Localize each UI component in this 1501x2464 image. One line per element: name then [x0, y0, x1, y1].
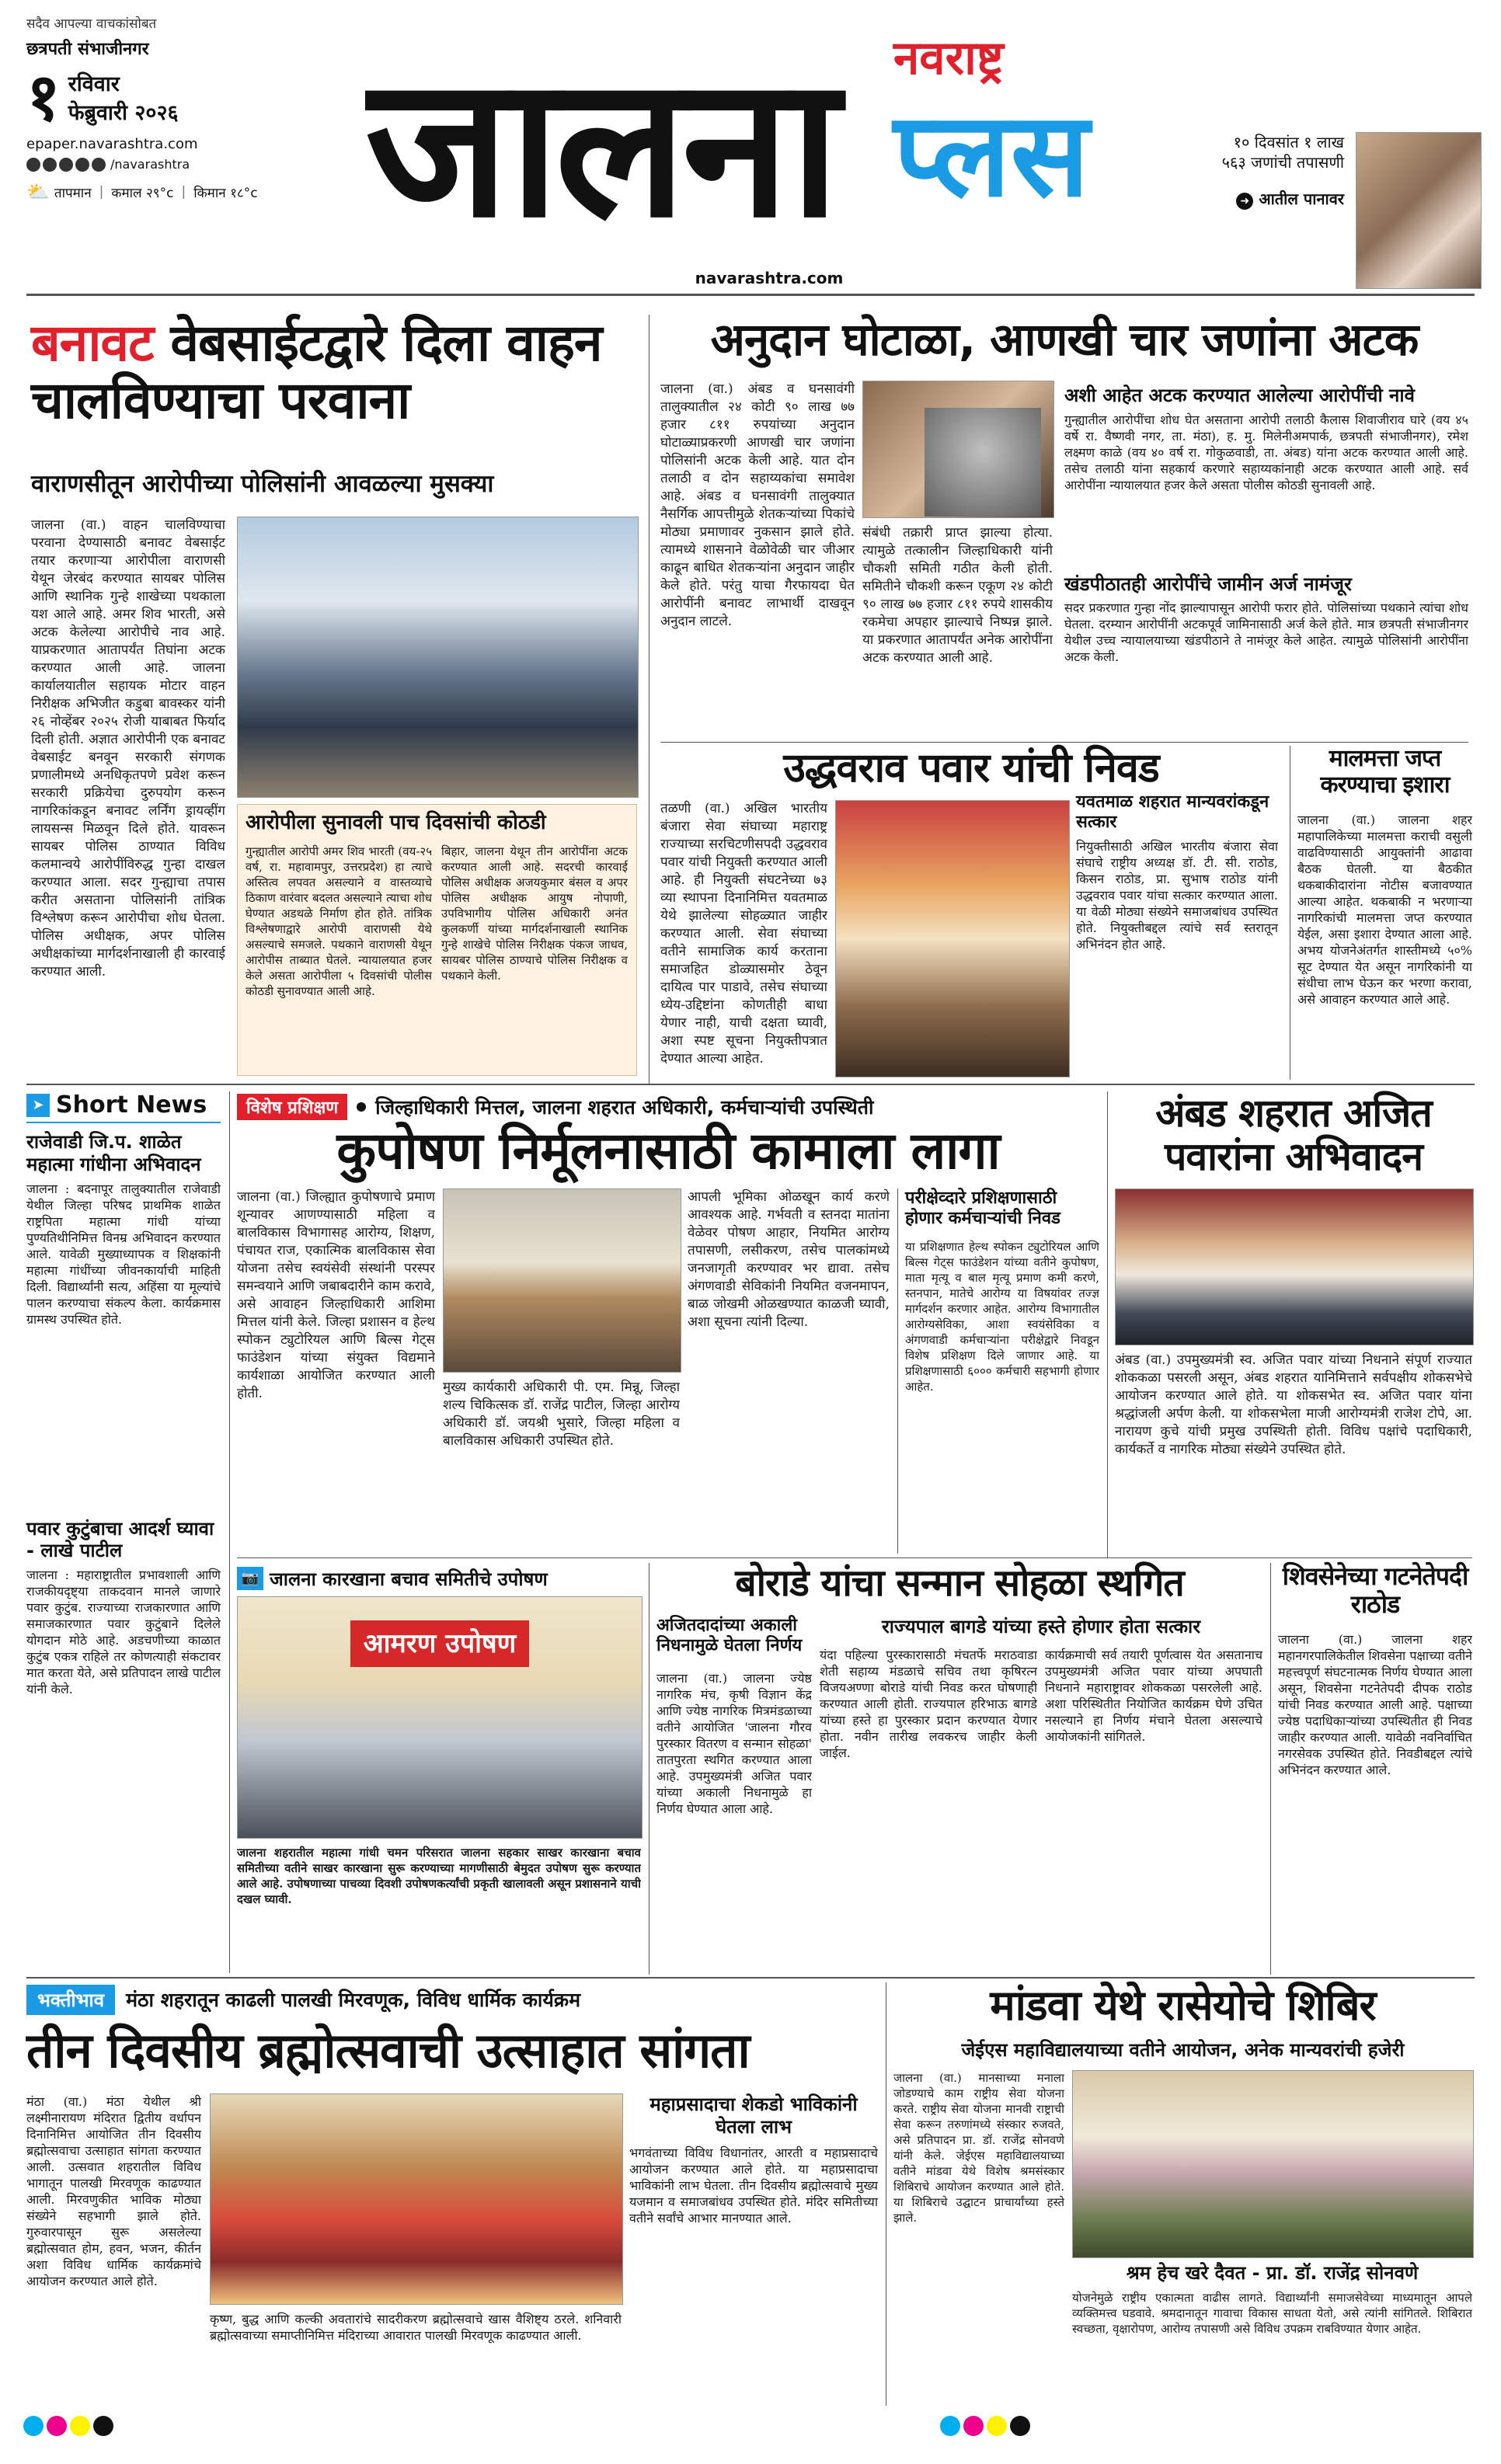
brand-bottom: प्लस	[893, 88, 1090, 223]
temp-label: तापमान	[54, 185, 92, 201]
story11-kicker: मंठा शहरातून काढली पालखी मिरवणूक, विविध धार्मिक कार्यक्रम	[126, 1989, 581, 2011]
youtube-icon[interactable]	[75, 158, 89, 172]
masthead-title: जालना	[365, 34, 836, 260]
story3-photo	[835, 800, 1070, 1077]
story11-body1: मंठा (वा.) मंठा येथील श्री लक्ष्मीनारायण मंदिरात द्वितीय वर्धापन दिनानिमित्त आयोजित तीन दिवसीय ब्रह्मोत्सवाचा उत्साहात सांगता करण्यात आली. उत्सवात शहरातील विविध भागातून पालखी मिरवणूक काढण्यात आली. मिरवणुकीत भाविक मोठ्या संख्येने सहभागी झाले होते. गुरुवारपासून सुरू असलेल्या ब्रह्मोत्सवात होम, हवन, भजन, कीर्तन अशा विविध धार्मिक कार्यक्रमांचे आयोजन करण्यात आले होते.	[26, 2094, 201, 2288]
story11-box	[629, 2093, 878, 2404]
story12-sub: जेईएस महाविद्यालयाच्या वतीने आयोजन, अनेक मान्यवरांची हजेरी	[961, 2039, 1405, 2061]
epaper-link[interactable]: epaper.navarashtra.com	[26, 136, 198, 152]
registration-mark	[1010, 2416, 1030, 2436]
short-news-column	[26, 1091, 221, 1973]
story8-photo	[237, 1596, 643, 1839]
story10-headline: शिवसेनेच्या गटनेतेपदी राठोड	[1282, 1561, 1468, 1619]
story1-headline: बनावट वेबसाईटद्वारे दिला वाहन चालविण्याचा परवाना	[31, 313, 602, 430]
story8-title-row	[237, 1563, 641, 1594]
story12-headline: मांडवा येथे रासेयोचे शिबिर	[990, 1981, 1376, 2030]
section-rule-2	[26, 1977, 1475, 1979]
story9-sub: अजितदादांच्या अकाली निधनामुळे घेतला निर्णय	[656, 1616, 803, 1656]
story2-names-head: अशी आहेत अटक करण्यात आलेल्या आरोपींची नावे	[1064, 385, 1415, 406]
story8-caption: जालना शहरातील महात्मा गांधी चमन परिसरात जालना सहकार साखर कारखाना बचाव समितीच्या वतीने साखर कारखाना सुरू करण्याच्या मागणीसाठी बेमुदत उपोषण सुरू करण्यात आले आहे. उपोषणाच्या पाचव्या दिवशी उपोषणकर्त्यांची प्रकृती खालावली असून प्रशासनाने याची दखल घ्यावी.	[237, 1846, 641, 1906]
col-rule-4	[897, 1188, 898, 1554]
day: रविवार	[68, 72, 120, 96]
story12-photo	[1072, 2070, 1474, 2258]
story8-banner: आमरण उपोषण	[350, 1620, 529, 1667]
story5-kicker-row	[237, 1091, 1099, 1122]
website[interactable]: navarashtra.com	[695, 269, 844, 287]
story3-box	[1076, 792, 1278, 1080]
story7-body: अंबड (वा.) उपमुख्यमंत्री स्व. अजित पवार यांच्या निधनाने संपूर्ण राज्यात शोककळा पसरली असून, अंबड शहरात यानिमित्ताने सर्वपक्षीय शोकसभेचे आयोजन करण्यात आले होते. या शोकसभेत स्व. अजित पवार यांना श्रद्धांजली अर्पण केली. या शोकसभेला माजी आरोग्यमंत्री राजेश टोपे, आ. नारायण कुचे यांची प्रमुख उपस्थिती होती. विविध पक्षांचे पदाधिकारी, कार्यकर्ते व नागरिक मोठ्या संख्येने उपस्थित होते.	[1115, 1352, 1472, 1457]
story11-tag: भक्तीभाव	[26, 1985, 115, 2015]
promo-box[interactable]	[1212, 132, 1344, 210]
story12-body2: योजनेमुळे राष्ट्रीय एकात्मता वाढीस लागते. विद्यार्थ्यांनी समाजसेवेच्या माध्यमातून आपले व्यक्तिमत्त्व घडवावे. श्रमदानातून गावाचा विकास साधता येतो, असे त्यांनी सांगितले. शिबिरात स्वच्छता, वृक्षारोपण, आरोग्य तपासणी असे विविध उपक्रम राबविण्यात येणार आहेत.	[1072, 2291, 1472, 2336]
x-icon[interactable]	[59, 158, 73, 172]
story7-photo	[1115, 1188, 1474, 1345]
story9-headline: बोराडे यांचा सन्मान सोहळा स्थगित	[735, 1561, 1184, 1605]
story5-photo-caption: मुख्य कार्यकारी अधिकारी पी. एम. मिन्नू, जिल्हा शल्य चिकित्सक डॉ. राजेंद्र पाटील, जिल्हा आरोग्य अधिकारी डॉ. जयश्री भुसारे, जिल्हा महिला व बालविकास अधिकारी उपस्थित होते.	[443, 1380, 680, 1449]
col-rule-5	[1107, 1091, 1108, 1557]
arrow-icon: ➤	[26, 1094, 50, 1117]
temp-min: किमान १८°c	[193, 185, 258, 201]
short-news-item-body: जालना : महाराष्ट्रातील प्रभावशाली आणि राजकीयदृष्ट्या ताकदवान मानले जाणारे पवार कुटुंब. राज्याच्या राजकारणात आणि समाजकारणात पवार कुटुंबाने दिलेले योगदान मोठे आहे. अडचणीच्या काळात कुटुंब एकत्र राहिले तर कोणत्याही संकटावर मात करता येते, असे प्रतिपादन लाखे पाटील यांनी केले.	[26, 1568, 221, 1697]
story2-body1: जालना (वा.) अंबड व घनसावंगी तालुक्यातील २४ कोटी ९० लाख ७७ हजार ८११ रुपयांच्या अनुदान घोटाळ्याप्रकरणी आणखी चार जणांना पोलिसांनी अटक केली आहे. यात दोन तलाठी व दोन सहाय्यकांचा समावेश आहे. अंबड व घनसावंगी तालुक्यात नैसर्गिक आपत्तीमुळे शेतकऱ्यांच्या पिकांचे मोठ्या प्रमाणावर नुकसान झाले होते. त्यामध्ये शासनाने वेळोवेळी चार जीआर काढून बाधित शेतकऱ्यांना अनुदान जाहीर केले होते. परंतु याचा गैरफायदा घेत आरोपींनी बनावट लाभार्थी दाखवून अनुदान लाटले.	[660, 381, 855, 629]
story6-body: या प्रशिक्षणात हेल्थ स्पोकन ट्युटोरियल आणि बिल्स गेट्स फाउंडेशन यांच्या वतीने कुपोषण, माता मृत्यू व बाल मृत्यू प्रमाण कमी करणे, स्तनपान, मातेचे आरोग्य या विषयांवर तज्ज्ञ मार्गदर्शन करणार आहेत. आरोग्य विभागातील आरोग्यसेविका, आशा स्वयंसेविका व अंगणवाडी कर्मचाऱ्यांना परीक्षेद्वारे निवडून विशेष प्रशिक्षण दिले जाणार आहे. या प्रशिक्षणासाठी ६००० कर्मचारी सहभागी होणार आहेत.	[905, 1240, 1099, 1394]
story5-headline: कुपोषण निर्मूलनासाठी कामाला लागा	[336, 1121, 1000, 1181]
temp-max: कमाल २९°c	[111, 185, 174, 201]
story11-headline: तीन दिवसीय ब्रह्मोत्सवाची उत्साहात सांगता	[26, 2022, 750, 2079]
story11-box-head: महाप्रसादाचा शेकडो भाविकांनी घेतला लाभ	[650, 2093, 858, 2138]
story9-kicker: राज्यपाल बागडे यांच्या हस्ते होणार होता सत्कार	[881, 1616, 1201, 1637]
registration-mark	[47, 2416, 67, 2436]
arrow-icon: ➜	[1236, 193, 1253, 210]
date-number: १	[26, 59, 61, 135]
col-rule-3	[229, 1091, 230, 1973]
date-block	[26, 59, 259, 135]
story3-body: तळणी (वा.) अखिल भारतीय बंजारा सेवा संघाच्या महाराष्ट्र राज्याच्या सरचिटणीसपदी उद्धवराव पवार यांची नियुक्ती करण्यात आली आहे. ही नियुक्ती संघटनेच्या ७३ व्या स्थापना दिनानिमित्त यवतमाळ येथे झालेल्या सोहळ्यात जाहीर करण्यात आली. सेवा संघाच्या वतीने सामाजिक कार्य करताना समाजहित डोळ्यासमोर ठेवून दायित्व पार पाडावे, तसेच संघाच्या ध्येय-उद्दिष्टांना कोणतीही बाधा येणार नाही, याची दक्षता घ्यावी, अशा स्पष्ट सूचना नियुक्तीपत्रात देण्यात आल्या आहेत.	[660, 801, 827, 1067]
registration-mark	[940, 2416, 960, 2436]
registration-mark	[963, 2416, 984, 2436]
masthead-left	[26, 14, 259, 294]
story11-kicker-row	[26, 1982, 881, 2017]
story1-box-body2: बिहार, जालना येथून तीन आरोपींना अटक करण्यात आली आहे. सदरची कारवाई पोलिस अधीक्षक अजयकुमार बंसल व अपर पोलिस अधीक्षक आयुष नोपाणी, उपविभागीय पोलिस अधिकारी अनंत कुलकर्णी यांच्या मार्गदर्शनाखाली स्थानिक गुन्हे शाखेचे पोलिस निरीक्षक पंकज जाधव, सायबर पोलिस ठाण्याचे पोलिस निरीक्षक व पथकाने केली.	[441, 844, 628, 983]
story1-body: जालना (वा.) वाहन चालविण्याचा परवाना देण्यासाठी बनावट वेबसाईट तयार करणाऱ्या आरोपीला वाराणसी येथून जेरबंद करण्यात सायबर पोलिस आणि स्थानिक गुन्हे शाखेच्या पथकाला यश आले आहे. अमर शिव भारती, असे अटक केलेल्या आरोपीचे नाव आहे. याप्रकरणात आतापर्यंत तिघांना अटक करण्यात आली आहे. जालना कार्यालयातील सहायक मोटार वाहन निरीक्षक अभिजीत कडुबा बावस्कर यांनी २६ नोव्हेंबर २०२५ रोजी याबाबत फिर्याद दिली होती. अज्ञात आरोपीनी एक बनावट वेबसाईट बनवून सरकारी संगणक प्रणालीमध्ये अनधिकृतपणे प्रवेश करून सरकारी प्रक्रियेचा दुरुपयोग करून नागरिकांकडून बनावट लर्निंग ड्रायव्हींग लायसन्स मिळवून दिले होते. यावरून सायबर पोलिस ठाण्यात विविध कलमान्वये आरोपींविरुद्ध गुन्हा दाखल करण्यात आला. सदर गुन्ह्याचा तपास करीत असताना पोलिसांनी तांत्रिक विश्लेषण करून आरोपीचा शोध घेतला. पोलिस अधीक्षक, अपर पोलिस अधीक्षकांच्या मार्गदर्शनाखाली ही कारवाई करण्यात आली.	[31, 517, 225, 980]
promo-photo	[1356, 132, 1482, 289]
story2-body2: संबंधी तक्रारी प्राप्त झाल्या होत्या. त्यामुळे तत्कालीन जिल्हाधिकारी यांनी चौकशी समिती गठीत केली होती. समितीने चौकशी करून एकूण २४ कोटी ९० लाख ७७ हजार ८११ रुपये शासकीय रकमेचा अपहार झाल्याचे निष्पन्न झाले. या प्रकरणात आतापर्यंत अनेक आरोपींना अटक करण्यात आली आहे.	[862, 525, 1053, 666]
promo-link[interactable]: ➜ आतील पानावर	[1212, 188, 1344, 210]
story10-body: जालना (वा.) जालना शहर महानगरपालिकेतील शिवसेना पक्षाच्या वतीने महत्त्वपूर्ण संघटनात्मक निर्णय घेण्यात आला असून, शिवसेना गटनेतेपदी दीपक राठोड यांची निवड करण्यात आली आहे. पक्षाच्या ज्येष्ठ पदाधिकाऱ्यांच्या उपस्थितीत ही निवड जाहीर करण्यात आली. यावेळी नवनिर्वाचित नगरसेवक उपस्थित होते. निवडीबद्दल त्यांचे अभिनंदन करण्यात आले.	[1278, 1632, 1472, 1777]
short-news-title: Short News	[56, 1091, 207, 1119]
story11-photo-caption: कृष्ण, बुद्ध आणि कल्की अवतारांचे सादरीकरण ब्रह्मोत्सवाचे खास वैशिष्ट्य ठरले. शनिवारी ब्रह्मोत्सवाच्या समाप्तीनिमित्त मंदिराच्या आवारात पालखी मिरवणूक काढण्यात आली.	[210, 2312, 622, 2343]
masthead-rule	[26, 294, 1475, 296]
section-rule	[26, 1084, 1475, 1085]
promo-text: १० दिवसांत १ लाख ५६३ जणांची तपासणी	[1221, 133, 1344, 172]
story1-photo	[237, 517, 639, 798]
registration-mark	[93, 2416, 113, 2436]
whatsapp-icon[interactable]	[92, 158, 106, 172]
story2-headline: अनुदान घोटाळा, आणखी चार जणांना अटक	[710, 313, 1419, 366]
row-rule-2	[237, 1557, 1472, 1558]
registration-mark	[23, 2416, 44, 2436]
story1-box-body1: गुन्ह्यातील आरोपी अमर शिव भारती (वय-२५ वर्ष, रा. महावामपुर, उत्तरप्रदेश) हा त्याचे अस्तित्व लपवत असल्याने व वास्तव्याचे ठिकाण वारंवार बदलत असल्याने त्याचा शोध घेण्यात अडथळे निर्माण होत होते. तांत्रिक विश्लेषणाद्वारे आरोपी वाराणसी येथे असल्याचे समजले. पथकाने वाराणसी येथून आरोपीस ताब्यात घेतले. न्यायालयात हजर केले असता आरोपीला ५ दिवसांची पोलीस कोठडी सुनावण्यात आली आहे.	[246, 844, 432, 998]
story9-body2: यंदा पहिल्या पुरस्कारासाठी मंचतर्फे मराठवाडा शेती सहाय्य मंडळाचे सचिव तथा कृषिरत्न विजयअण्णा बोराडे यांची निवड करत घोषणाही करण्यात आली होती. राज्यपाल हरिभाऊ बागडे यांच्या हस्ते हा पुरस्कार प्रदान करण्यात येणार होता. नवीन तारीख लवकरच जाहीर केली जाईल.	[820, 1648, 1037, 1760]
camera-icon: 📷	[237, 1567, 263, 1590]
tagline: सदैव आपल्या वाचकांसोबत	[26, 16, 157, 32]
story5-body1: जालना (वा.) जिल्ह्यात कुपोषणाचे प्रमाण शून्यावर आणण्यासाठी महिला व बालविकास विभागासह आरोग्य, शिक्षण, पंचायत राज, एकात्मिक बालविकास सेवा योजना तसेच स्वयंसेवी संस्थांनी परस्पर समन्वयाने आणि जबाबदारीने काम करावे, असे आवाहन जिल्हाधिकारी आशिमा मित्तल यांनी केले. जिल्हा प्रशासन व हेल्थ स्पोकन ट्युटोरियल आणि बिल्स गेट्स फाउंडेशन यांच्या संयुक्त विद्यमाने कार्यशाळा आयोजित करण्यात आली होती.	[237, 1189, 435, 1401]
facebook-icon[interactable]	[26, 158, 40, 172]
social-row	[26, 157, 259, 172]
short-news-item-head: राजेवाडी जि.प. शाळेत महात्मा गांधीना अभिवादन	[26, 1131, 201, 1175]
story2-bail-body: सदर प्रकरणात गुन्हा नोंद झाल्यापासून आरोपी फरार होते. पोलिसांच्या पथकाने त्यांचा शोध घेतला. दरम्यान आरोपींनी अटकपूर्व जामिनासाठी अर्ज केले होते. मात्र छत्रपती संभाजीनगर येथील उच्च न्यायालयाच्या खंडपीठाने ते नामंजूर केले आहेत. त्यामुळे पोलिसांनी आरोपींना अटक केली.	[1064, 600, 1468, 664]
story2-photo2	[925, 408, 1041, 517]
social-handle: /navarashtra	[110, 157, 190, 172]
city: छत्रपती संभाजीनगर	[26, 40, 149, 59]
story4-headline: मालमत्ता जप्त करण्याचा इशारा	[1320, 745, 1450, 799]
story3-box-head: यवतमाळ शहरात मान्यवरांकडून सत्कार	[1076, 792, 1269, 833]
registration-mark	[70, 2416, 90, 2436]
story6-kicker: परीक्षेव्दारे प्रशिक्षणासाठी होणार कर्मचाऱ्यांची निवड	[905, 1188, 1060, 1229]
story1-subhead: वाराणसीतून आरोपीच्या पोलिसांनी आवळल्या मुसक्या	[31, 470, 494, 498]
story1-box	[237, 804, 637, 1076]
story12-photo-caption: श्रम हेच खरे दैवत - प्रा. डॉ. राजेंद्र सोनवणे	[1126, 2262, 1419, 2284]
story2-names-body: गुन्ह्यातील आरोपींचा शोध घेत असताना आरोपी तलाठी कैलास शिवाजीराव घारे (वय ४५ वर्षे रा. वैष्णवी नगर, ता. मंठा), ह. मु. मिलेनीअमपार्क, छत्रपती संभाजीनगर), रमेश लक्ष्मण काळे (वय ४० वर्ष रा. गोकुळवाडी, ता. अंबड) यांना अटक करण्यात आली आहे. तसेच तलाठी यांना सहकार्य करणारे सहाय्यकांनाही अटक करण्यात आली आहे. सर्व आरोपींना न्यायालयात हजर केले असता पोलीस कोठडी सुनावली आहे.	[1064, 412, 1468, 492]
story5-photo	[443, 1188, 681, 1373]
month-year: फेब्रुवारी २०२६	[68, 101, 179, 125]
col-rule-7	[1270, 1563, 1271, 1975]
bullet-icon	[357, 1102, 366, 1112]
story5-kicker: जिल्हाधिकारी मित्तल, जालना शहरात अधिकारी, कर्मचाऱ्यांची उपस्थिती	[375, 1096, 874, 1119]
story4-body: जालना (वा.) जालना शहर महापालिकेच्या मालमत्ता कराची वसुली वाढविण्यासाठी आयुक्तांनी आढावा बैठक घेतली. या बैठकीत थकबाकीदारांना नोटीस बजावण्यात आल्या आहेत. थकबाकी न भरणाऱ्या नागरिकांची मालमत्ता जप्त करण्यात येईल, असा इशारा देण्यात आला आहे. अभय योजनेअंतर्गत शास्तीमध्ये ५०% सूट देण्यात येत असून नागरिकांनी या संधीचा लाभ घेऊन कर भरणा करावा, असे आवाहन करण्यात आले आहे.	[1297, 813, 1472, 1007]
weather-row: ⛅ तापमान | कमाल २९°c | किमान १८°c	[26, 181, 258, 203]
registration-mark	[987, 2416, 1007, 2436]
story8-title: जालना कारखाना बचाव समितीचे उपोषण	[270, 1568, 548, 1590]
story3-headline: उद्धवराव पवार यांची निवड	[783, 745, 1159, 792]
story9-body1: जालना (वा.) जालना ज्येष्ठ नागरिक मंच, कृषी विज्ञान केंद्र आणि ज्येष्ठ नागरिक मित्रमंडळाच्या वतीने आयोजित 'जालना गौरव पुरस्कार वितरण व सन्मान सोहळा' तातपुरता स्थगित करण्यात आला आहे. उपमुख्यमंत्री अजित पवार यांच्या अकाली निधनामुळे हा निर्णय घेण्यात आला आहे.	[656, 1671, 812, 1816]
story12-body1: जालना (वा.) मानसाच्या मनाला जोडण्याचे काम राष्ट्रीय सेवा योजना करते. राष्ट्रीय सेवा योजना मानवी राष्ट्राची सेवा करून तरुणांमध्ये संस्कार रुजवते, असे प्रतिपादन प्रा. डॉ. राजेंद्र सोनवणे यांनी केले. जेईएस महाविद्यालयाच्या वतीने मांडवा येथे विशेष श्रमसंस्कार शिबिराचे आयोजन करण्यात आले होते. या शिबिराचे उद्घाटन प्राचार्यांच्या हस्ते झाले.	[893, 2071, 1064, 2225]
brand-top: नवराष्ट्र	[893, 31, 1004, 85]
story2-bail-head: खंडपीठातही आरोपींचे जामीन अर्ज नामंजूर	[1064, 573, 1352, 595]
story5-tag: विशेष प्रशिक्षण	[237, 1094, 347, 1120]
instagram-icon[interactable]	[43, 158, 57, 172]
col-rule-6	[649, 1563, 650, 1975]
col-rule	[649, 315, 650, 1084]
short-news-item-body: जालना : बदनापूर तालुक्यातील राजेवाडी येथील जिल्हा परिषद प्राथमिक शाळेत राष्ट्रपिता महात्मा गांधी यांच्या पुण्यतिथीनिमित्त विनम्र अभिवादन करण्यात आले. यावेळी मुख्याध्यापक व शिक्षकांनी महात्मा गांधींच्या जीवनकार्याची माहिती दिली. विद्यार्थ्यांनी सत्य, अहिंसा या मूल्यांचे पालन करण्याचा संकल्प केला. कार्यक्रमास ग्रामस्थ उपस्थित होते.	[26, 1181, 221, 1327]
story11-box-body: भगवंताच्या विविध विधानांतर, आरती व महाप्रसादाचे आयोजन करण्यात आले होते. या महाप्रसादाचा भाविकांनी लाभ घेतला. तीन दिवसीय ब्रह्मोत्सवाचे मुख्य यजमान व समाजबांधव उपस्थित होते. मंदिर समितीच्या वतीने सर्वांचे आभार मानण्यात आले.	[629, 2145, 878, 2226]
story11-photo	[210, 2093, 623, 2305]
short-news-header	[26, 1091, 221, 1123]
brand-logo	[893, 31, 1158, 264]
story3-box-body: नियुक्तीसाठी अखिल भारतीय बंजारा सेवा संघाचे राष्ट्रीय अध्यक्ष डॉ. टी. सी. राठोड, किसन राठोड, प्रा. सुभाष राठोड यांनी उद्धवराव पवार यांचा सत्कार करण्यात आला. या वेळी मोठ्या संख्येने समाजबांधव उपस्थित होते. नियुक्तीबद्दल त्यांचे सर्व स्तरातून अभिनंदन होत आहे.	[1076, 838, 1278, 952]
story1-box-head: आरोपीला सुनावली पाच दिवसांची कोठडी	[246, 811, 546, 834]
row-rule	[660, 742, 1468, 743]
story5-body2: आपली भूमिका ओळखून कार्य करणे आवश्यक आहे. गर्भवती व स्तनदा मातांना वेळेवर पोषण आहार, नियमित आरोग्य तपासणी, लसीकरण, तसेच पालकांमध्ये जनजागृती करण्यावर भर द्यावा. तसेच अंगणवाडी सेविकांनी नियमित वजनमापन, बाळ जोखमी ओळखण्यात काळजी घ्यावी, अशा सूचना त्यांनी दिल्या.	[688, 1189, 890, 1330]
weather-icon: ⛅	[26, 181, 50, 203]
story7-headline: अंबड शहरात अजित पवारांना अभिवादन	[1155, 1091, 1432, 1179]
short-news-item-head: पवार कुटुंबाचा आदर्श घ्यावा - लाखे पाटील	[26, 1517, 214, 1562]
story9-body3: कार्यक्रमाची सर्व तयारी पूर्णत्वास येत असतानाच उपमुख्यमंत्री अजित पवार यांच्या अपघाती निधनाने महाराष्ट्रावर शोककळा पसरलेली आहे. अशा परिस्थितीत नियोजित कार्यक्रम घेणे उचित नसल्याने हा निर्णय मंचाने घेतला असल्याचे आयोजकांनी सांगितले.	[1045, 1648, 1262, 1744]
